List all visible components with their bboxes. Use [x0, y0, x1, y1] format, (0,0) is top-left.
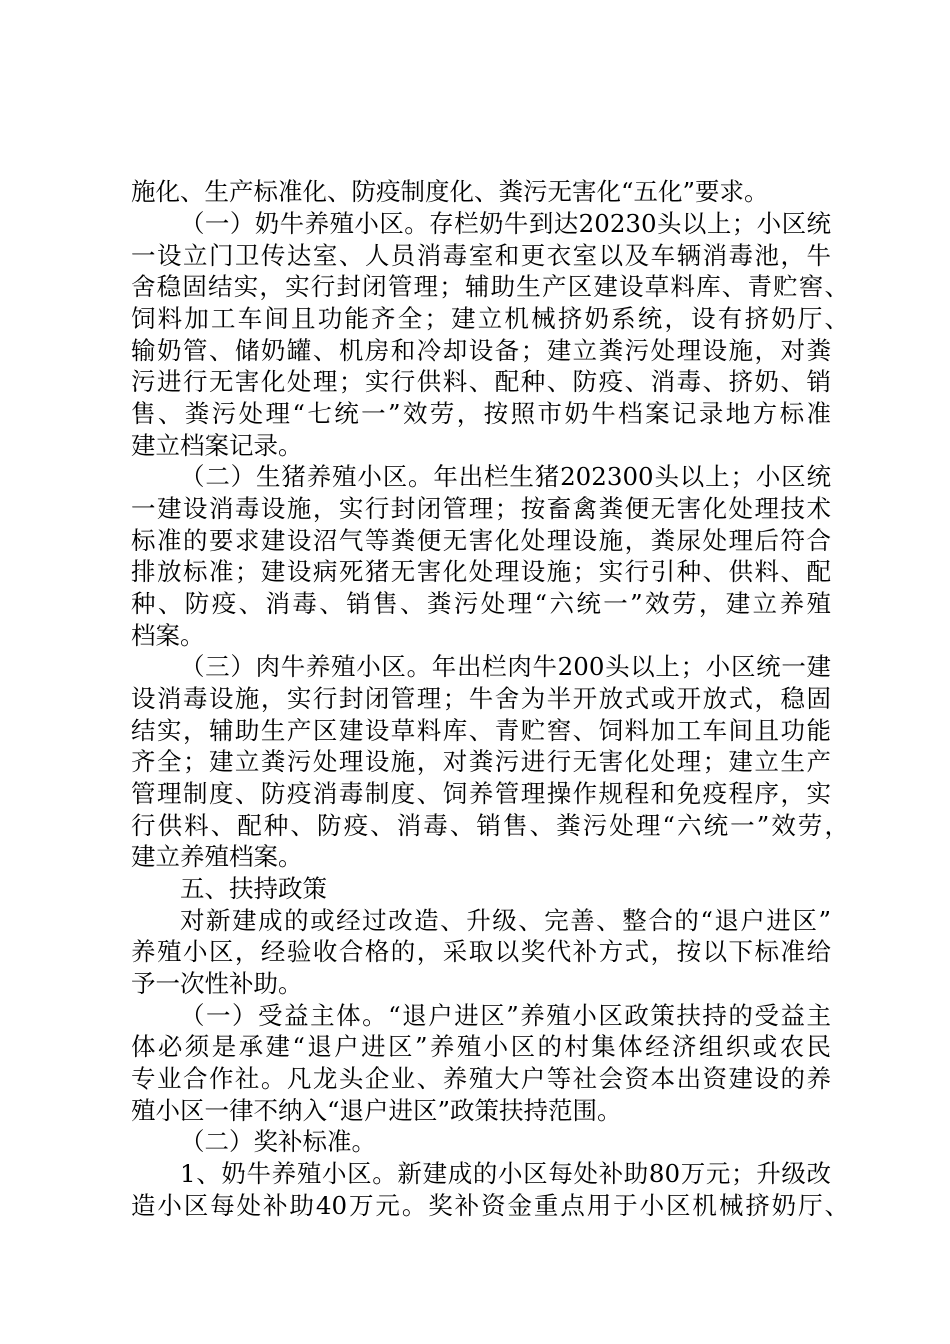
text-line: 档案。 [131, 621, 205, 650]
text-line: 专业合作社。凡龙头企业、养殖大户等社会资本出资建设的养 [131, 1064, 831, 1093]
text-line: 排放标准；建设病死猪无害化处理设施；实行引种、供料、配 [131, 557, 831, 586]
text-line: （一）受益主体。“退户进区”养殖小区政策扶持的受益主 [180, 1001, 831, 1030]
text-line: 一建设消毒设施，实行封闭管理；按畜禽粪便无害化处理技术 [131, 494, 831, 523]
text-line: 体必须是承建“退户进区”养殖小区的村集体经济组织或农民 [131, 1032, 831, 1061]
text-line: 饲料加工车间且功能齐全；建立机械挤奶系统，设有挤奶厅、 [131, 304, 849, 333]
text-line: 予一次性补助。 [131, 969, 303, 998]
text-line: （三）肉牛养殖小区。年出栏肉牛200头以上；小区统一建 [180, 652, 831, 681]
text-line: 1、奶牛养殖小区。新建成的小区每处补助80万元；升级改 [180, 1159, 831, 1188]
text-line: 标准的要求建设沼气等粪便无害化处理设施，粪尿处理后符合 [131, 526, 831, 555]
text-line: 设消毒设施，实行封闭管理；牛舍为半开放式或开放式，稳固 [131, 684, 831, 713]
text-line: 一设立门卫传达室、人员消毒室和更衣室以及车辆消毒池，牛 [131, 241, 831, 270]
section-heading: 五、扶持政策 [180, 874, 327, 903]
text-line: 行供料、配种、防疫、消毒、销售、粪污处理“六统一”效劳， [131, 811, 849, 840]
text-line: 舍稳固结实，实行封闭管理；辅助生产区建设草料库、青贮窖、 [131, 272, 849, 301]
text-line: 建立档案记录。 [131, 431, 303, 460]
text-line: （二）生猪养殖小区。年出栏生猪202300头以上；小区统 [180, 462, 831, 491]
text-line: （一）奶牛养殖小区。存栏奶牛到达20230头以上；小区统 [180, 209, 831, 238]
text-line: 施化、生产标准化、防疫制度化、粪污无害化“五化”要求。 [131, 177, 769, 206]
text-line: 管理制度、防疫消毒制度、饲养管理操作规程和免疫程序，实 [131, 779, 831, 808]
text-line: 对新建成的或经过改造、升级、完善、整合的“退户进区” [180, 906, 831, 935]
text-line: 售、粪污处理“七统一”效劳，按照市奶牛档案记录地方标准 [131, 399, 831, 428]
text-line: 种、防疫、消毒、销售、粪污处理“六统一”效劳，建立养殖 [131, 589, 831, 618]
text-line: 污进行无害化处理；实行供料、配种、防疫、消毒、挤奶、销 [131, 367, 831, 396]
text-line: （二）奖补标准。 [180, 1127, 376, 1156]
text-line: 建立养殖档案。 [131, 842, 303, 871]
text-line: 齐全；建立粪污处理设施，对粪污进行无害化处理；建立生产 [131, 747, 831, 776]
text-line: 造小区每处补助40万元。奖补资金重点用于小区机械挤奶厅、 [131, 1191, 849, 1220]
text-line: 养殖小区，经验收合格的，采取以奖代补方式，按以下标准给 [131, 937, 831, 966]
text-line: 结实，辅助生产区建设草料库、青贮窖、饲料加工车间且功能 [131, 716, 831, 745]
text-line: 殖小区一律不纳入“退户进区”政策扶持范围。 [131, 1096, 622, 1125]
text-line: 输奶管、储奶罐、机房和冷却设备；建立粪污处理设施，对粪 [131, 336, 831, 365]
